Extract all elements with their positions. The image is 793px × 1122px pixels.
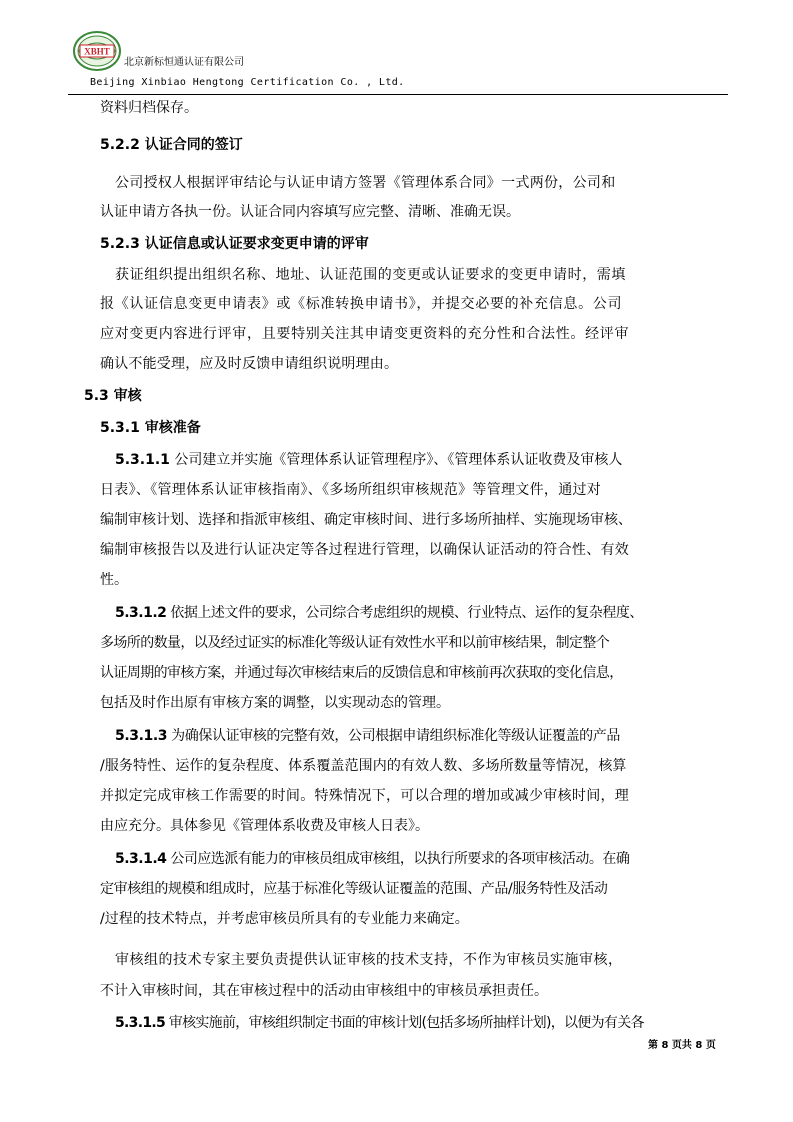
clause-text: 公司应选派有能力的审核员组成审核组，以执行所要求的各项审核活动。在确 (166, 851, 630, 867)
clause-number: 5.3.1.5 (115, 1015, 166, 1031)
text-line: 审核组的技术专家主要负责提供认证审核的技术支持，不作为审核员实施审核， (115, 952, 623, 968)
header-divider (68, 94, 728, 95)
clause-text: 为确保认证审核的完整有效，公司根据申请组织标准化等级认证覆盖的产品 (167, 728, 620, 744)
clause-5-3-1-1 (115, 452, 622, 468)
text-line: 日表》、《管理体系认证审核指南》、《多场所组织审核规范》等管理文件，通过对 (100, 482, 602, 498)
clause-text: 依据上述文件的要求，公司综合考虑组织的规模、行业特点、运作的复杂程度、 (166, 605, 643, 621)
text-line: /过程的技术特点，并考虑审核员所具有的专业能力来确定。 (100, 911, 469, 927)
clause-number: 5.3.1.2 (115, 605, 167, 621)
text-line: 确认不能受理，应及时反馈申请组织说明理由。 (100, 356, 399, 372)
section-heading-5-3: 5.3 审核 (84, 388, 142, 404)
text-line: 公司授权人根据评审结论与认证申请方签署《管理体系合同》一式两份，公司和 (115, 175, 616, 191)
text-line: 报《认证信息变更申请表》或《标准转换申请书》，并提交必要的补充信息。公司 (100, 296, 623, 312)
page-number: 第 8 页共 8 页 (648, 1040, 716, 1051)
clause-text: 公司建立并实施《管理体系认证管理程序》、《管理体系认证收费及审核人 (169, 452, 623, 468)
clause-5-3-1-3 (115, 728, 620, 744)
company-logo (72, 30, 122, 72)
text-line: 由应充分。具体参见《管理体系收费及审核人日表》。 (100, 818, 429, 834)
text-line: 认证申请方各执一份。认证合同内容填写应完整、清晰、准确无误。 (100, 204, 520, 220)
text-line: 认证周期的审核方案，并通过每次审核结束后的反馈信息和审核前再次获取的变化信息， (100, 665, 623, 681)
text-line: 获证组织提出组织名称、地址、认证范围的变更或认证要求的变更申请时，需填 (115, 267, 626, 283)
clause-text: 审核实施前，审核组织制定书面的审核计划(包括多场所抽样计划)，以便为有关各 (165, 1015, 644, 1031)
section-heading-5-2-2: 5.2.2 认证合同的签订 (100, 137, 243, 153)
clause-5-3-1-2 (115, 605, 643, 621)
company-name-cn: 北京新标恒通认证有限公司 (124, 57, 244, 68)
company-name-en: Beijing Xinbiao Hengtong Certification Co. , Ltd. (90, 77, 405, 88)
text-line: 性。 (100, 572, 128, 588)
text-line: 编制审核报告以及进行认证决定等各过程进行管理，以确保认证活动的符合性、有效 (100, 542, 630, 558)
text-line: 资料归档保存。 (100, 100, 198, 116)
text-line: 多场所的数量，以及经过证实的标准化等级认证有效性水平和以前审核结果，制定整个 (100, 635, 610, 651)
clause-number: 5.3.1.4 (115, 851, 167, 867)
text-line: /服务特性、运作的复杂程度、体系覆盖范围内的有效人数、多场所数量等情况，核算 (100, 758, 627, 774)
clause-number: 5.3.1.3 (115, 728, 168, 744)
section-heading-5-3-1: 5.3.1 审核准备 (100, 420, 201, 436)
text-line: 包括及时作出原有审核方案的调整，以实现动态的管理。 (100, 695, 450, 711)
text-line: 定审核组的规模和组成时，应基于标准化等级认证覆盖的范围、产品/服务特性及活动 (100, 881, 608, 897)
section-heading-5-2-3: 5.2.3 认证信息或认证要求变更申请的评审 (100, 236, 369, 252)
text-line: 并拟定完成审核工作需要的时间。特殊情况下，可以合理的增加或减少审核时间，理 (100, 788, 630, 804)
text-line: 编制审核计划、选择和指派审核组、确定审核时间、进行多场所抽样、实施现场审核、 (100, 512, 632, 528)
clause-5-3-1-5 (115, 1015, 644, 1031)
clause-5-3-1-4 (115, 851, 629, 867)
logo-text: XBHT (84, 46, 110, 57)
text-line: 应对变更内容进行评审，且要特别关注其申请变更资料的充分性和合法性。经评审 (100, 326, 630, 342)
clause-number: 5.3.1.1 (115, 452, 170, 468)
text-line: 不计入审核时间，其在审核过程中的活动由审核组中的审核员承担责任。 (100, 983, 548, 999)
